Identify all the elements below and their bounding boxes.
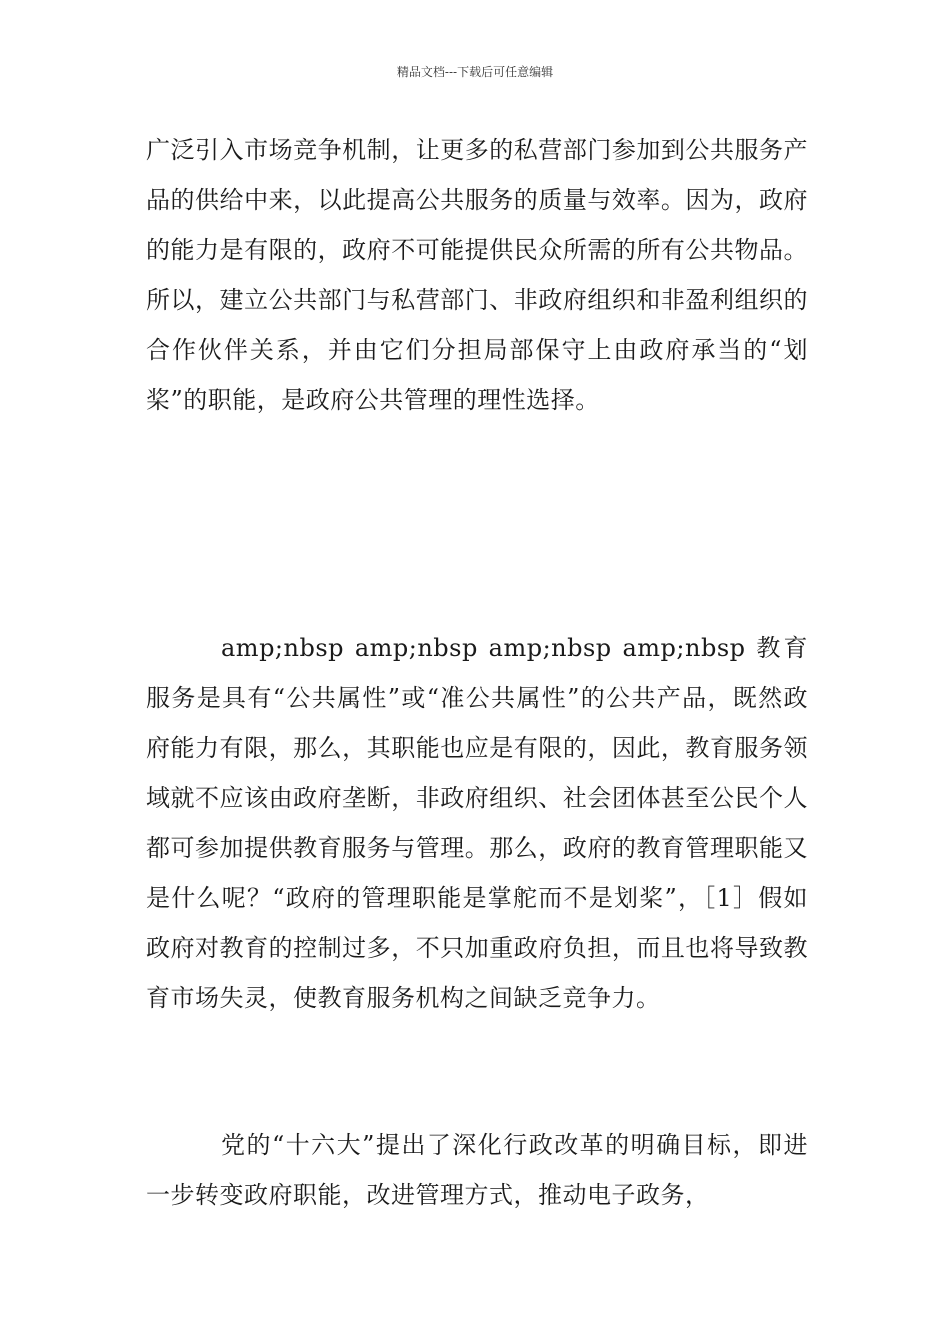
page-header: 精品文档---下载后可任意编辑 [396, 65, 554, 79]
body-paragraph-2: amp;nbsp amp;nbsp amp;nbsp amp;nbsp 教育服务是具有“公共属性”或“准公共属性”的公共产品，既然政府能力有限，那么，其职能也应是有限的，因此，教育服务领域就不应该由政府垄断，非政府组织、社会团体甚至公民个人都可参加提供教育服务与管理。那么，政府的教育管理职能又是什么呢？“政府的管理职能是掌舵而不是划桨”，［1］假如政府对教育的控制过多，不只加重政府负担，而且也将导致教育市场失灵，使教育服务机构之间缺乏竞争力。 [146, 634, 808, 1012]
body-paragraph-1: 广泛引入市场竞争机制，让更多的私营部门参加到公共服务产品的供给中来，以此提高公共服务的质量与效率。因为，政府的能力是有限的，政府不可能提供民众所需的所有公共物品。所以，建立公共部门与私营部门、非政府组织和非盈利组织的合作伙伴关系，并由它们分担局部保守上由政府承当的“划桨”的职能，是政府公共管理的理性选择。 [146, 136, 808, 414]
body-paragraph-3: 党的“十六大”提出了深化行政改革的明确目标，即进一步转变政府职能，改进管理方式，推动电子政务， [146, 1131, 808, 1209]
